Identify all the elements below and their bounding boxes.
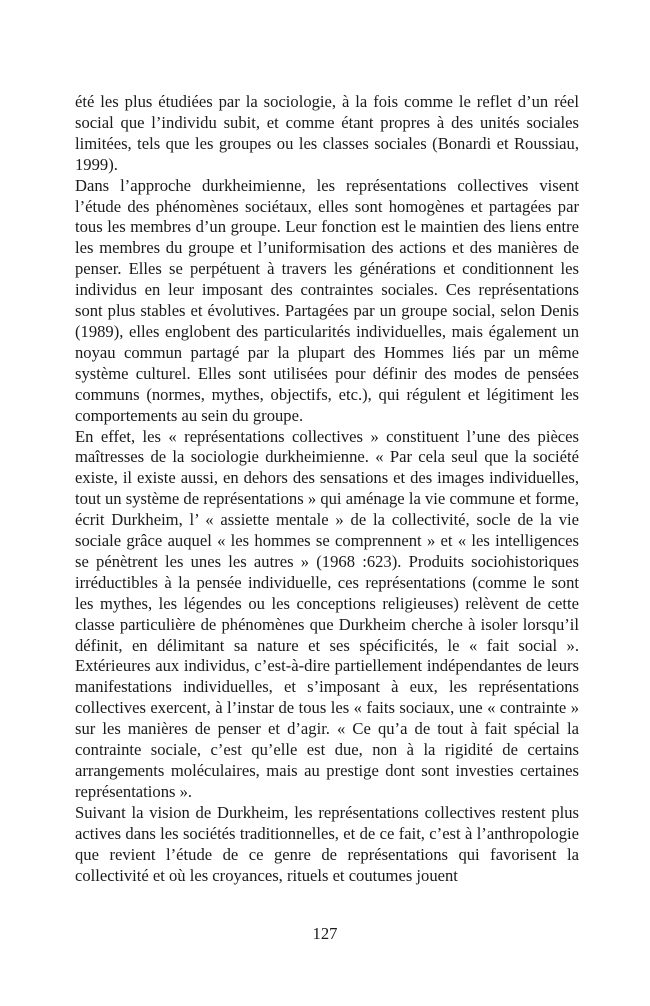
- paragraph-collective-representations: En effet, les « représentations collectives » constituent l’une des pièces maîtresses de la sociologie durkheimienne. « Par cela seul que la société existe, il existe aussi, en dehors des sensations et des images individuelles, tout un système de représentations » qui aménage la vie commune et forme, écrit Durkheim, l’ « assiette mentale » de la collectivité, socle de la vie sociale grâce auquel « les hommes se comprennent » et « les intelligences se pénètrent les unes les autres » (1968 :623). Produits sociohistoriques irréductibles à la pensée individuelle, ces représentations (comme le sont les mythes, les légendes ou les conceptions religieuses) relèvent de cette classe particulière de phénomènes que Durkheim cherche à isoler lorsqu’il définit, en délimitant sa nature et ses spécificités, le « fait social ». Extérieures aux individus, c’est-à-dire partiellement indépendantes de leurs manifestations individuelles, et s’imposant à eux, les représentations collectives exercent, à l’instar de tous les « faits sociaux, une « contrainte » sur les manières de penser et d’agir. « Ce qu’a de tout à fait spécial la contrainte sociale, c’est qu’elle est due, non à la rigidité de certains arrangements moléculaires, mais au prestige dont sont investies certaines représentations ».: [75, 426, 579, 801]
- paragraph-durkheimian-approach: Dans l’approche durkheimienne, les représentations collectives visent l’étude des phénomènes sociétaux, elles sont homogènes et partagées par tous les membres d’un groupe. Leur fonction est le maintien des liens entre les membres du groupe et l’uniformisation des actions et des manières de penser. Elles se perpétuent à travers les générations et conditionnent les individus en leur imposant des contraintes sociales. Ces représentations sont plus stables et évolutives. Partagées par un groupe social, selon Denis (1989), elles englobent des particularités individuelles, mais également un noyau commun partagé par la plupart des Hommes liés par un même système culturel. Elles sont utilisées pour définir des modes de pensées communs (normes, mythes, objectifs, etc.), qui régulent et légitiment les comportements au sein du groupe.: [75, 175, 579, 425]
- page-body: [75, 92, 579, 886]
- paragraph-continuation: été les plus étudiées par la sociologie, à la fois comme le reflet d’un réel social que l’individu subit, et comme étant propres à des unités sociales limitées, tels que les groupes ou les classes sociales (Bonardi et Roussiau, 1999).: [75, 92, 579, 174]
- page-number: 127: [312, 924, 338, 943]
- paragraph-durkheim-vision: Suivant la vision de Durkheim, les représentations collectives restent plus actives dans les sociétés traditionnelles, et de ce fait, c’est à l’anthropologie que revient l’étude de ce genre de représentations qui favorisent la collectivité et où les croyances, rituels et coutumes jouent: [75, 802, 579, 885]
